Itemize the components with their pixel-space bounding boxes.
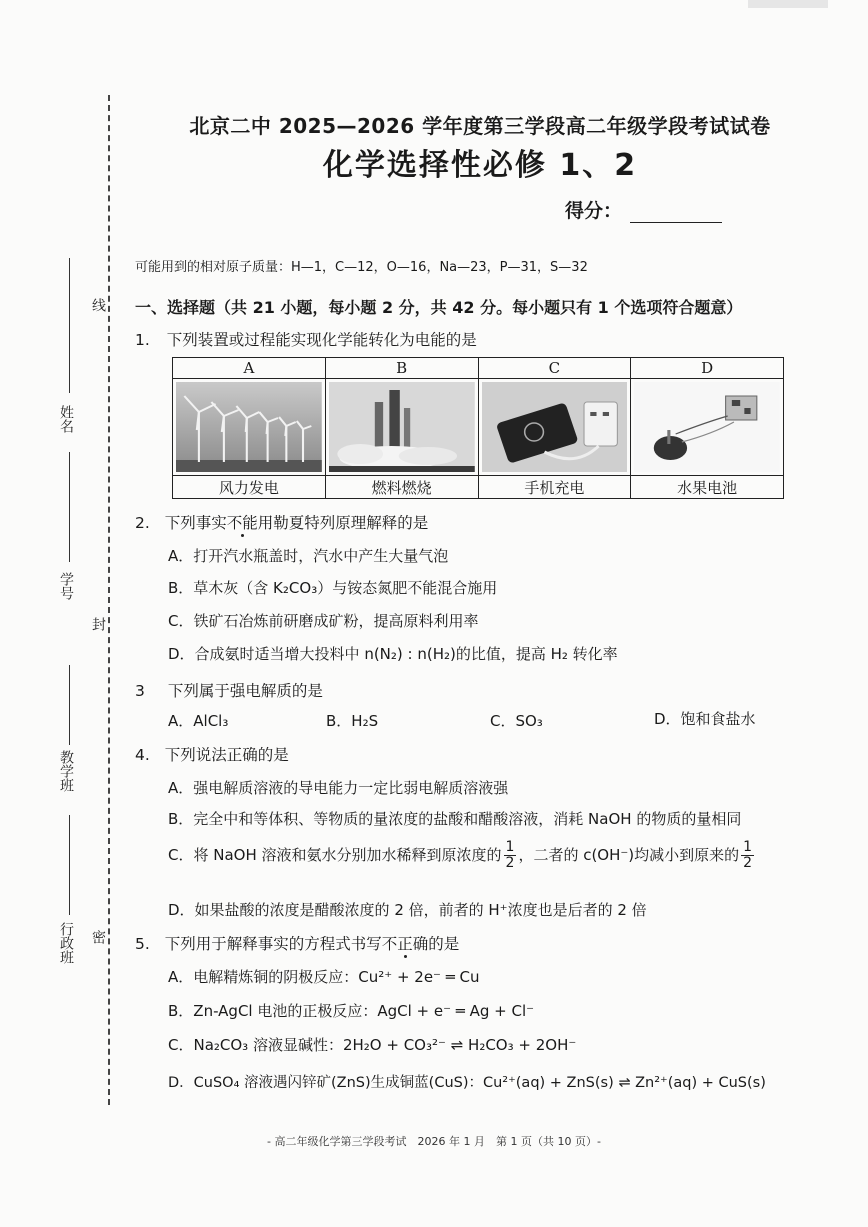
phone-charging-photo <box>482 382 628 472</box>
scan-corner-mark <box>748 0 828 8</box>
admin-class-blank-line <box>69 815 70 915</box>
cell-image-a <box>173 379 326 476</box>
seal-char-seal: 封 <box>90 617 106 631</box>
q3-option-c: C．SO₃ <box>490 712 543 730</box>
caption-d: 水果电池 <box>631 476 784 499</box>
name-label: 姓名 <box>58 405 74 433</box>
q2-option-a: A．打开汽水瓶盖时，汽水中产生大量气泡 <box>168 547 449 565</box>
q2-option-d: D．合成氨时适当增大投料中 n(N₂) : n(H₂)的比值，提高 H₂ 转化率 <box>168 645 618 663</box>
cell-image-b <box>325 379 478 476</box>
q4-option-c-text-mid: ，二者的 c(OH⁻)均减小到原来的 <box>518 846 740 864</box>
fraction-denominator: 2 <box>743 855 753 871</box>
caption-c: 手机充电 <box>478 476 631 499</box>
id-blank-line <box>69 452 70 562</box>
atomic-masses: 可能用到的相对原子质量：H—1，C—12，O—16，Na—23，P—31，S—32 <box>135 260 588 275</box>
q5-option-a: A．电解精炼铜的阴极反应：Cu²⁺ + 2e⁻ ═ Cu <box>168 968 480 986</box>
question-number: 5. <box>135 935 150 953</box>
caption-a: 风力发电 <box>173 476 326 499</box>
id-label: 学号 <box>58 572 74 600</box>
rocket-launch-photo <box>329 382 475 472</box>
name-blank-line <box>69 258 70 393</box>
exam-title: 北京二中 2025—2026 学年度第三学段高二年级学段考试试卷 <box>189 114 771 138</box>
caption-b: 燃料燃烧 <box>325 476 478 499</box>
question-text-emphasis: 不正确 <box>381 935 429 953</box>
seal-char-line: 线 <box>90 298 106 312</box>
seal-char-tight: 密 <box>90 930 106 944</box>
q4-option-c-text-pre: C．将 NaOH 溶液和氨水分别加水稀释到原浓度的 <box>168 846 502 864</box>
q3-option-b: B．H₂S <box>326 712 379 730</box>
admin-class-label: 行政班 <box>58 922 74 964</box>
wind-turbine-photo <box>176 382 322 472</box>
table-header-b: B <box>325 358 478 379</box>
question-5 <box>135 932 459 954</box>
table-header-d: D <box>631 358 784 379</box>
q2-option-b: B．草木灰（含 K₂CO₃）与铵态氮肥不能混合施用 <box>168 579 498 597</box>
section-heading: 一、选择题（共 21 小题，每小题 2 分，共 42 分。每小题只有 1 个选项符合题意） <box>135 298 743 317</box>
table-header-c: C <box>478 358 631 379</box>
question-3 <box>135 679 323 701</box>
q4-option-a: A．强电解质溶液的导电能力一定比弱电解质溶液强 <box>168 779 509 797</box>
question-text-pre: 下列事实 <box>164 514 227 532</box>
question-text: 下列说法正确的是 <box>164 746 289 764</box>
teach-class-label: 教学班 <box>58 750 74 792</box>
question-2 <box>135 511 428 533</box>
table-header-a: A <box>173 358 326 379</box>
page-footer: - 高二年级化学第三学段考试 2026 年 1 月 第 1 页（共 10 页）- <box>267 1135 601 1148</box>
question-text: 下列属于强电解质的是 <box>167 682 323 700</box>
q1-options-table <box>172 357 784 499</box>
question-number: 2. <box>135 514 150 532</box>
cell-image-c <box>478 379 631 476</box>
fruit-battery-photo <box>634 382 780 472</box>
fraction-one-half-2 <box>741 840 754 871</box>
question-4 <box>135 743 289 765</box>
q2-option-c: C．铁矿石冶炼前研磨成矿粉，提高原料利用率 <box>168 612 479 630</box>
q5-option-d: D．CuSO₄ 溶液遇闪锌矿(ZnS)生成铜蓝(CuS)：Cu²⁺(aq) + ZnS(s) ⇌ Zn²⁺(aq) + CuS(s) <box>168 1075 766 1091</box>
teach-class-blank-line <box>69 665 70 745</box>
question-1 <box>135 328 477 350</box>
q3-option-a: A．AlCl₃ <box>168 712 229 730</box>
question-number: 1. <box>135 331 150 349</box>
q3-option-d: D．饱和食盐水 <box>654 710 756 728</box>
question-text-emphasis: 不能 <box>226 514 258 532</box>
question-number: 4. <box>135 746 150 764</box>
fraction-denominator: 2 <box>505 855 515 871</box>
fraction-numerator: 1 <box>743 839 753 855</box>
q4-option-d: D．如果盐酸的浓度是醋酸浓度的 2 倍，前者的 H⁺浓度也是后者的 2 倍 <box>168 901 647 919</box>
score-label: 得分： <box>565 200 623 222</box>
cell-image-d <box>631 379 784 476</box>
subject-title: 化学选择性必修 1、2 <box>322 148 638 183</box>
q5-option-b: B．Zn-AgCl 电池的正极反应：AgCl + e⁻ ═ Ag + Cl⁻ <box>168 1002 535 1020</box>
binding-dashed-line <box>108 95 110 1105</box>
q4-option-b: B．完全中和等体积、等物质的量浓度的盐酸和醋酸溶液，消耗 NaOH 的物质的量相同 <box>168 810 742 828</box>
question-text-post: 的是 <box>428 935 460 953</box>
score-blank <box>630 205 722 223</box>
q4-option-c <box>168 840 756 871</box>
question-text-post: 用勒夏特列原理解释的是 <box>257 514 429 532</box>
question-number: 3 <box>135 682 145 700</box>
question-text-pre: 下列用于解释事实的方程式书写 <box>164 935 382 953</box>
score-field <box>565 196 722 223</box>
question-text: 下列装置或过程能实现化学能转化为电能的是 <box>166 331 477 349</box>
fraction-one-half <box>504 840 517 871</box>
fraction-numerator: 1 <box>505 839 515 855</box>
q5-option-c: C．Na₂CO₃ 溶液显碱性：2H₂O + CO₃²⁻ ⇌ H₂CO₃ + 2OH⁻ <box>168 1036 577 1054</box>
